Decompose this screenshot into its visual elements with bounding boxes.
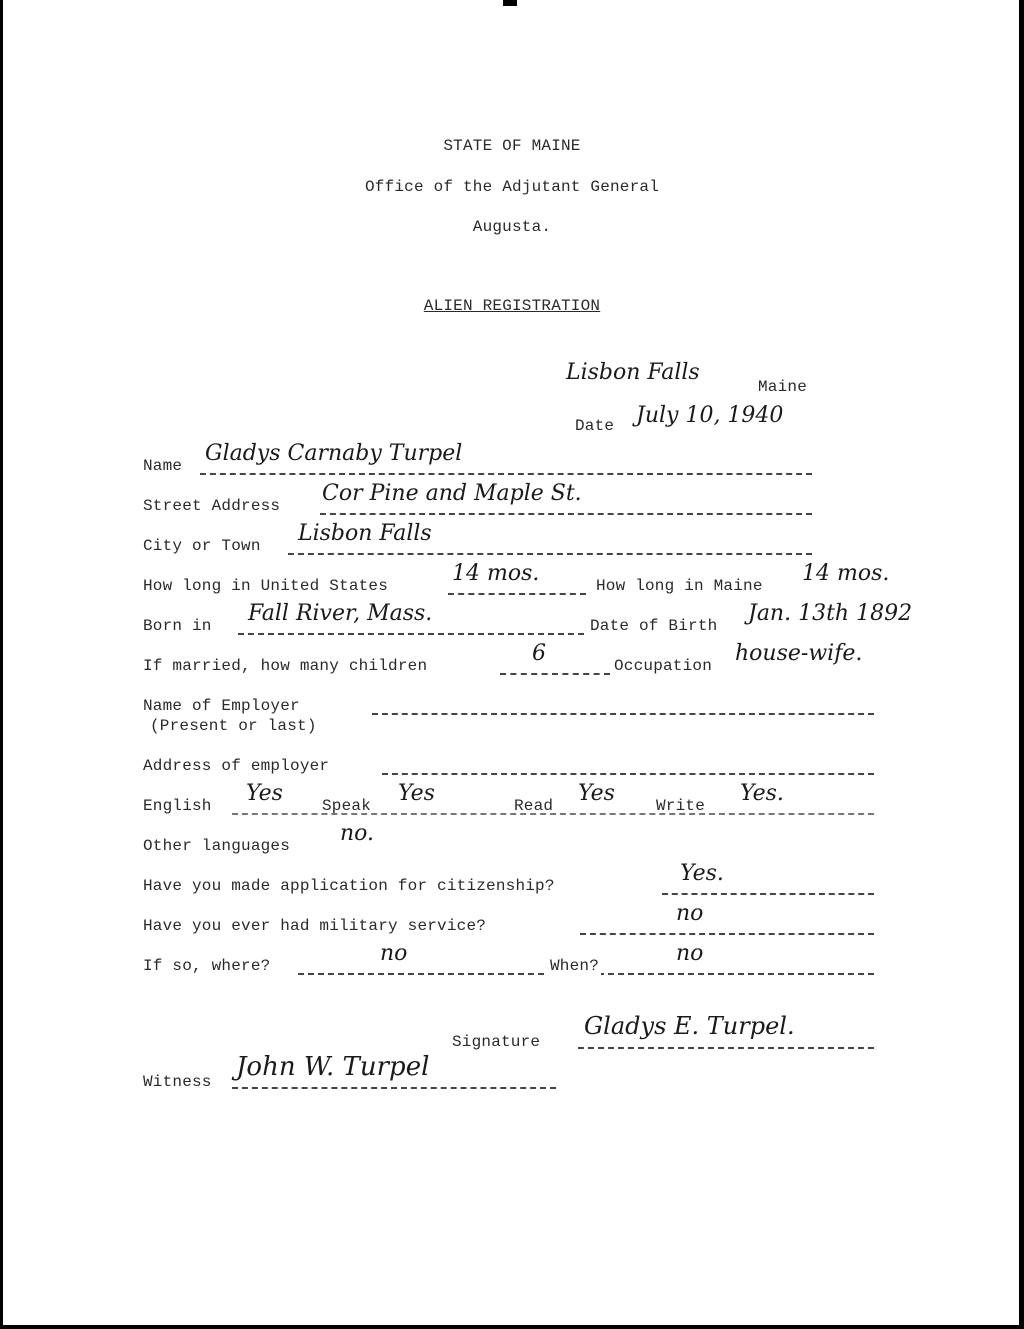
citizenship-label: Have you made application for citizenship?	[143, 877, 555, 895]
place-state-label: Maine	[758, 378, 808, 396]
military-label: Have you ever had military service?	[143, 917, 487, 935]
street-line	[320, 513, 812, 515]
when-label: When?	[550, 957, 600, 975]
name-label: Name	[143, 457, 183, 475]
military-line	[580, 933, 874, 935]
name-line	[200, 473, 812, 475]
us-long-label: How long in United States	[143, 577, 389, 595]
english-label: English	[143, 797, 212, 815]
other-lang-label: Other languages	[143, 837, 291, 855]
scan-mark	[503, 0, 517, 6]
speak-label: Speak	[322, 797, 372, 815]
employer-address-label: Address of employer	[143, 757, 330, 775]
born-value: Fall River, Mass.	[248, 601, 433, 626]
maine-long-label: How long in Maine	[596, 577, 763, 595]
employer-line	[372, 713, 874, 715]
read-label: Read	[514, 797, 554, 815]
us-long-line	[448, 593, 586, 595]
street-value: Cor Pine and Maple St.	[322, 481, 582, 506]
street-label: Street Address	[143, 497, 281, 515]
office-heading: Office of the Adjutant General	[364, 178, 660, 196]
born-label: Born in	[143, 617, 212, 635]
date-value: July 10, 1940	[636, 403, 784, 428]
signature-value: Gladys E. Turpel.	[584, 1012, 795, 1040]
english-value: Yes	[246, 781, 283, 806]
employer-address-line	[382, 773, 874, 775]
state-heading: STATE OF MAINE	[443, 137, 581, 155]
born-line	[238, 633, 584, 635]
signature-label: Signature	[452, 1033, 541, 1051]
us-long-value: 14 mos.	[452, 561, 540, 586]
children-value: 6	[532, 641, 546, 666]
write-label: Write	[656, 797, 706, 815]
dob-label: Date of Birth	[590, 617, 718, 635]
witness-label: Witness	[143, 1073, 212, 1091]
speak-value: Yes	[398, 781, 435, 806]
maine-long-value: 14 mos.	[802, 561, 890, 586]
witness-line	[232, 1087, 556, 1089]
city-label: City or Town	[143, 537, 261, 555]
employer-sub-label: (Present or last)	[150, 717, 317, 735]
citizenship-line	[662, 893, 874, 895]
place-town: Lisbon Falls	[566, 360, 700, 385]
dob-value: Jan. 13th 1892	[748, 601, 913, 626]
write-value: Yes.	[740, 781, 784, 806]
when-value: no	[676, 941, 704, 966]
city-line	[288, 553, 812, 555]
signature-line	[578, 1047, 874, 1049]
where-value: no	[380, 941, 408, 966]
employer-label: Name of Employer	[143, 697, 300, 715]
children-label: If married, how many children	[143, 657, 428, 675]
children-line	[500, 673, 610, 675]
date-label: Date	[575, 417, 615, 435]
read-value: Yes	[578, 781, 615, 806]
city-value: Lisbon Falls	[298, 521, 432, 546]
military-value: no	[676, 901, 704, 926]
language-line	[232, 813, 874, 815]
name-value: Gladys Carnaby Turpel	[205, 441, 463, 466]
occupation-label: Occupation	[614, 657, 713, 675]
where-label: If so, where?	[143, 957, 271, 975]
city-heading: Augusta.	[472, 218, 552, 236]
form-title: ALIEN REGISTRATION	[423, 297, 601, 315]
witness-value: John W. Turpel	[236, 1052, 430, 1082]
other-lang-value: no.	[340, 821, 375, 846]
occupation-value: house-wife.	[735, 641, 863, 666]
citizenship-value: Yes.	[680, 861, 724, 886]
